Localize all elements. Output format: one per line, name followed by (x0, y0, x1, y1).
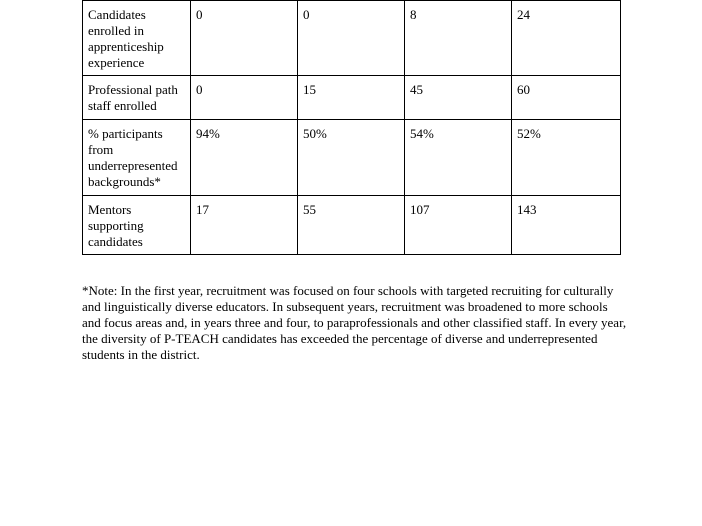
table-cell-value: 55 (298, 196, 405, 255)
table-row-mentors (83, 196, 621, 255)
table-row-professional-path (83, 76, 621, 120)
table-row-apprenticeship (83, 1, 621, 76)
table-cell-value: 107 (405, 196, 512, 255)
table-cell-value: 94% (191, 120, 298, 196)
table-cell-value: 52% (512, 120, 621, 196)
table-cell-value: 8 (405, 1, 512, 76)
table-cell-value: 17 (191, 196, 298, 255)
table-cell-value: 15 (298, 76, 405, 120)
row-label-mentors: Mentors supporting candidates (83, 196, 191, 255)
table-cell-value: 50% (298, 120, 405, 196)
row-label-apprenticeship: Candidates enrolled in apprenticeship experience (83, 1, 191, 76)
table-cell-value: 143 (512, 196, 621, 255)
table-cell-value: 0 (191, 76, 298, 120)
row-label-underrepresented: % participants from underrepresented backgrounds* (83, 120, 191, 196)
table-cell-value: 0 (191, 1, 298, 76)
program-data-table (82, 0, 621, 255)
table-cell-value: 24 (512, 1, 621, 76)
table-cell-value: 0 (298, 1, 405, 76)
table-cell-value: 60 (512, 76, 621, 120)
footnote: *Note: In the first year, recruitment was focused on four schools with targeted recruiting for culturally and linguistically diverse educators. In subsequent years, recruitment was broadened to more schools and focus areas and, in years three and four, to paraprofessionals and other classified staff. In every year, the diversity of P-TEACH candidates has exceeded the percentage of diverse and underrepresented students in the district. (82, 283, 627, 362)
table-cell-value: 54% (405, 120, 512, 196)
row-label-professional-path: Professional path staff enrolled (83, 76, 191, 120)
table-row-underrepresented (83, 120, 621, 196)
table-cell-value: 45 (405, 76, 512, 120)
